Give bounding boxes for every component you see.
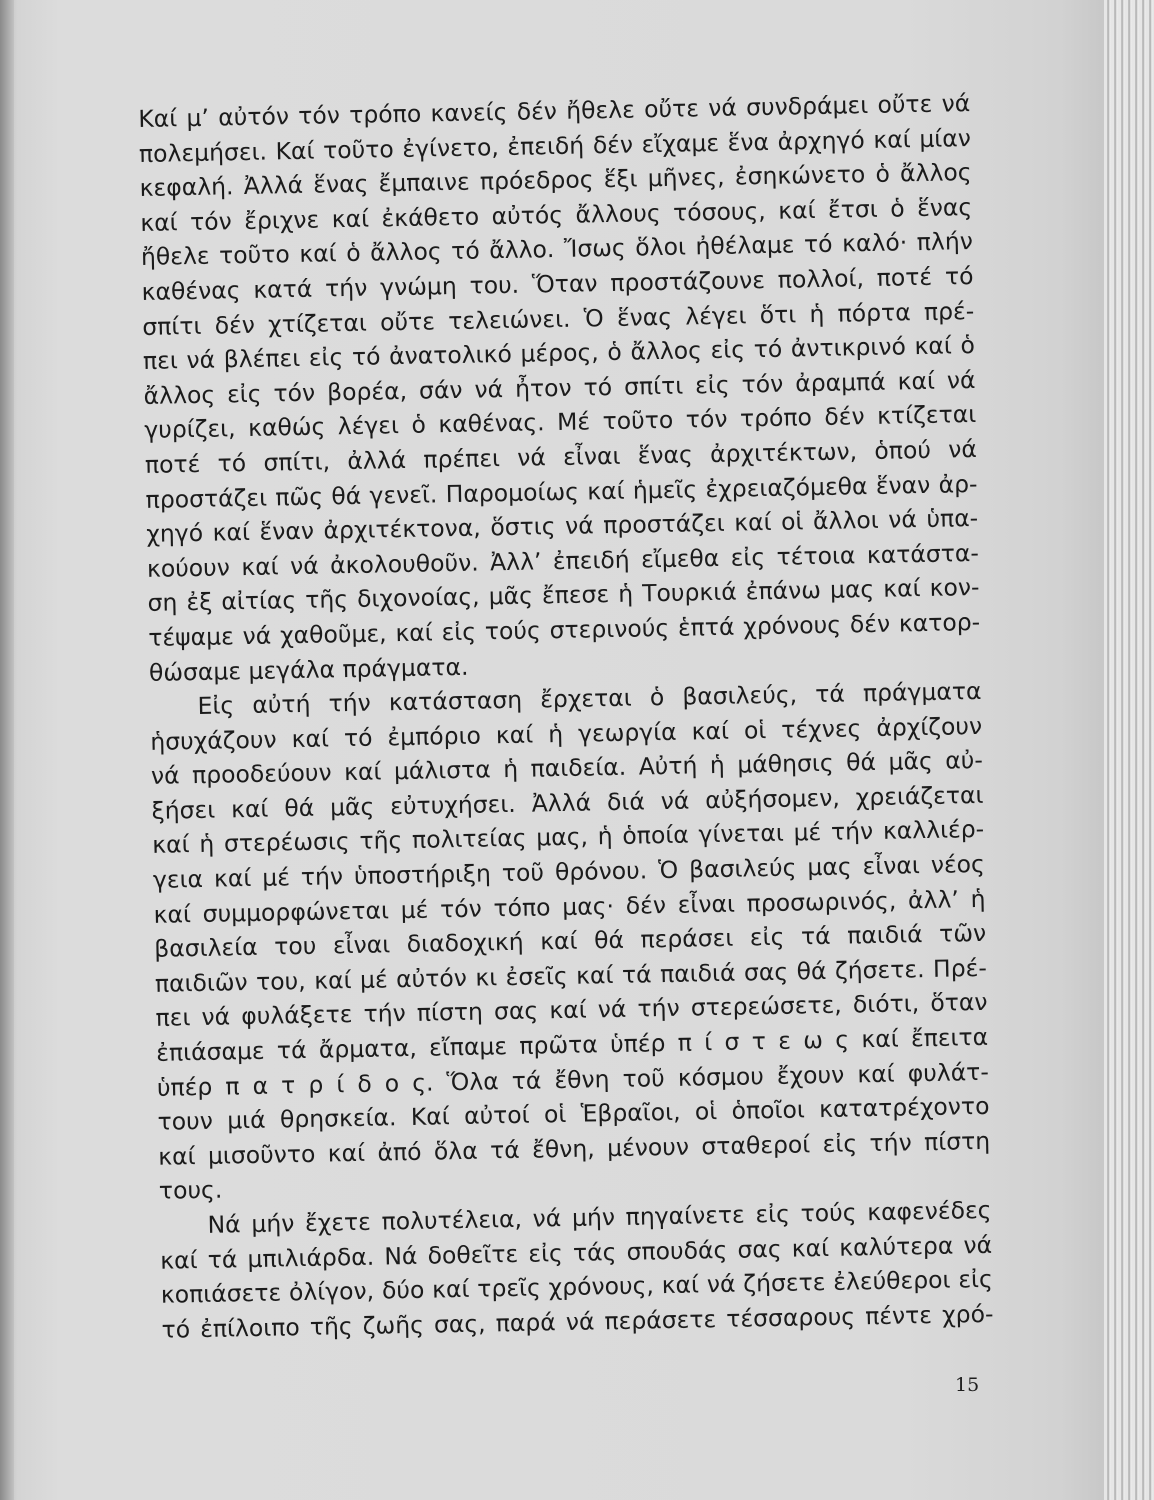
text-line: προστάζει πῶς θά γενεῖ. Παρομοίως καί ἡμεῖς ἐχρειαζόμεθα ἕναν ἀρ-: [145, 469, 978, 514]
text-line: καί ἡ στερέωσις τῆς πολιτείας μας, ἡ ὁποία γίνεται μέ τήν καλλιέρ-: [152, 815, 985, 860]
text-line: Νά μήν ἔχετε πολυτέλεια, νά μήν πηγαίνετε εἰς τούς καφενέδες: [207, 1195, 992, 1239]
text-line: καί τά μπιλιάρδα. Νά δοθεῖτε εἰς τάς σπουδάς σας καί καλύτερα νά: [159, 1230, 993, 1275]
text-line: τους.: [158, 1175, 223, 1206]
text-line: πει νά βλέπει εἰς τό ἀνατολικό μέρος, ὁ ἄλλος εἰς τό ἀντικρινό καί ὁ: [142, 331, 976, 376]
text-line: ση ἐξ αἰτίας τῆς διχονοίας, μᾶς ἔπεσε ἡ Τουρκιά ἐπάνω μας καί κον-: [147, 573, 980, 618]
text-line: ξήσει καί θά μᾶς εὐτυχήσει. Ἀλλά διά νά αὐξήσομεν, χρειάζεται: [151, 780, 984, 825]
text-line: σπίτι δέν χτίζεται οὔτε τελειώνει. Ὁ ἕνας λέγει ὅτι ἡ πόρτα πρέ-: [142, 296, 975, 341]
page-edge-stack: [1104, 0, 1154, 1500]
text-line: θώσαμε μεγάλα πράγματα.: [148, 652, 469, 687]
text-line: βασιλεία του εἶναι διαδοχική καί θά περάσει εἰς τά παιδιά τῶν: [153, 919, 987, 964]
spine-shadow: [0, 0, 14, 1500]
text-line: χηγό καί ἕναν ἀρχιτέκτονα, ὅστις νά προστάζει καί οἱ ἄλλοι νά ὑπα-: [146, 504, 979, 549]
text-line: ἡσυχάζουν καί τό ἐμπόριο καί ἡ γεωργία καί οἱ τέχνες ἀρχίζουν: [150, 711, 983, 756]
text-line: καί συμμορφώνεται μέ τόν τόπο μας· δέν εἶναι προσωρινός, ἀλλ’ ἡ: [153, 884, 986, 929]
page-number: 15: [955, 1374, 980, 1396]
text-line: ἐπιάσαμε τά ἄρματα, εἴπαμε πρῶτα ὑπέρ π ί σ τ ε ω ς καί ἔπειτα: [155, 1022, 989, 1067]
body-text: [138, 86, 994, 1347]
text-line: παιδιῶν του, καί μέ αὐτόν κι ἐσεῖς καί τά παιδιά σας θά ζήσετε. Πρέ-: [154, 953, 988, 998]
text-line: τουν μιά θρησκεία. Καί αὐτοί οἱ Ἑβραῖοι, οἱ ὁποῖοι κατατρέχοντο: [157, 1092, 990, 1137]
text-line: τέψαμε νά χαθοῦμε, καί εἰς τούς στερινούς ἑπτά χρόνους δέν κατορ-: [148, 607, 981, 652]
text-line: γυρίζει, καθώς λέγει ὁ καθένας. Μέ τοῦτο τόν τρόπο δέν κτίζεται: [144, 400, 977, 445]
text-line: νά προοδεύουν καί μάλιστα ἡ παιδεία. Αὐτή ἡ μάθησις θά μᾶς αὐ-: [150, 746, 984, 791]
text-line: πολεμήσει. Καί τοῦτο ἐγίνετο, ἐπειδή δέν εἴχαμε ἕνα ἀρχηγό καί μίαν: [138, 123, 972, 168]
text-line: καθένας κατά τήν γνώμη του. Ὅταν προστάζουνε πολλοί, ποτέ τό: [141, 261, 974, 306]
text-line: κεφαλή. Ἀλλά ἕνας ἔμπαινε πρόεδρος ἕξι μῆνες, ἐσηκώνετο ὁ ἄλλος: [139, 158, 972, 203]
text-line: ποτέ τό σπίτι, ἀλλά πρέπει νά εἶναι ἕνας ἀρχιτέκτων, ὁπού νά: [144, 434, 978, 479]
text-line: ἄλλος εἰς τόν βορέα, σάν νά ἦτον τό σπίτι εἰς τόν ἀραμπά καί νά: [143, 365, 976, 410]
text-line: καί μισοῦντο καί ἀπό ὅλα τά ἔθνη, μένουν σταθεροί εἰς τήν πίστη: [157, 1126, 991, 1171]
text-line: καί τόν ἔριχνε καί ἐκάθετο αὐτός ἄλλους τόσους, καί ἔτσι ὁ ἕνας: [140, 192, 973, 237]
text-line: Καί μ’ αὐτόν τόν τρόπο κανείς δέν ἤθελε οὔτε νά συνδράμει οὔτε νά: [138, 89, 971, 133]
text-line: ὑπέρ π α τ ρ ί δ ο ς. Ὅλα τά ἔθνη τοῦ κόσμου ἔχουν καί φυλάτ-: [156, 1057, 990, 1102]
text-line: Εἰς αὐτή τήν κατάσταση ἔρχεται ὁ βασιλεύς, τά πράγματα: [197, 677, 982, 721]
text-line: ἤθελε τοῦτο καί ὁ ἄλλος τό ἄλλο. Ἴσως ὅλοι ἠθέλαμε τό καλό· πλήν: [140, 227, 974, 272]
text-line: γεια καί μέ τήν ὑποστήριξη τοῦ θρόνου. Ὁ βασιλεύς μας εἶναι νέος: [152, 849, 986, 894]
text-line: κοπιάσετε ὀλίγον, δύο καί τρεῖς χρόνους, καί νά ζήσετε ἐλεύθεροι εἰς: [160, 1264, 994, 1309]
text-line: κούουν καί νά ἀκολουθοῦν. Ἀλλ’ ἐπειδή εἴμεθα εἰς τέτοια κατάστα-: [146, 538, 980, 583]
text-line: τό ἐπίλοιπο τῆς ζωῆς σας, παρά νά περάσετε τέσσαρους πέντε χρό-: [161, 1299, 994, 1344]
text-line: πει νά φυλάξετε τήν πίστη σας καί νά τήν στερεώσετε, διότι, ὅταν: [155, 988, 988, 1033]
